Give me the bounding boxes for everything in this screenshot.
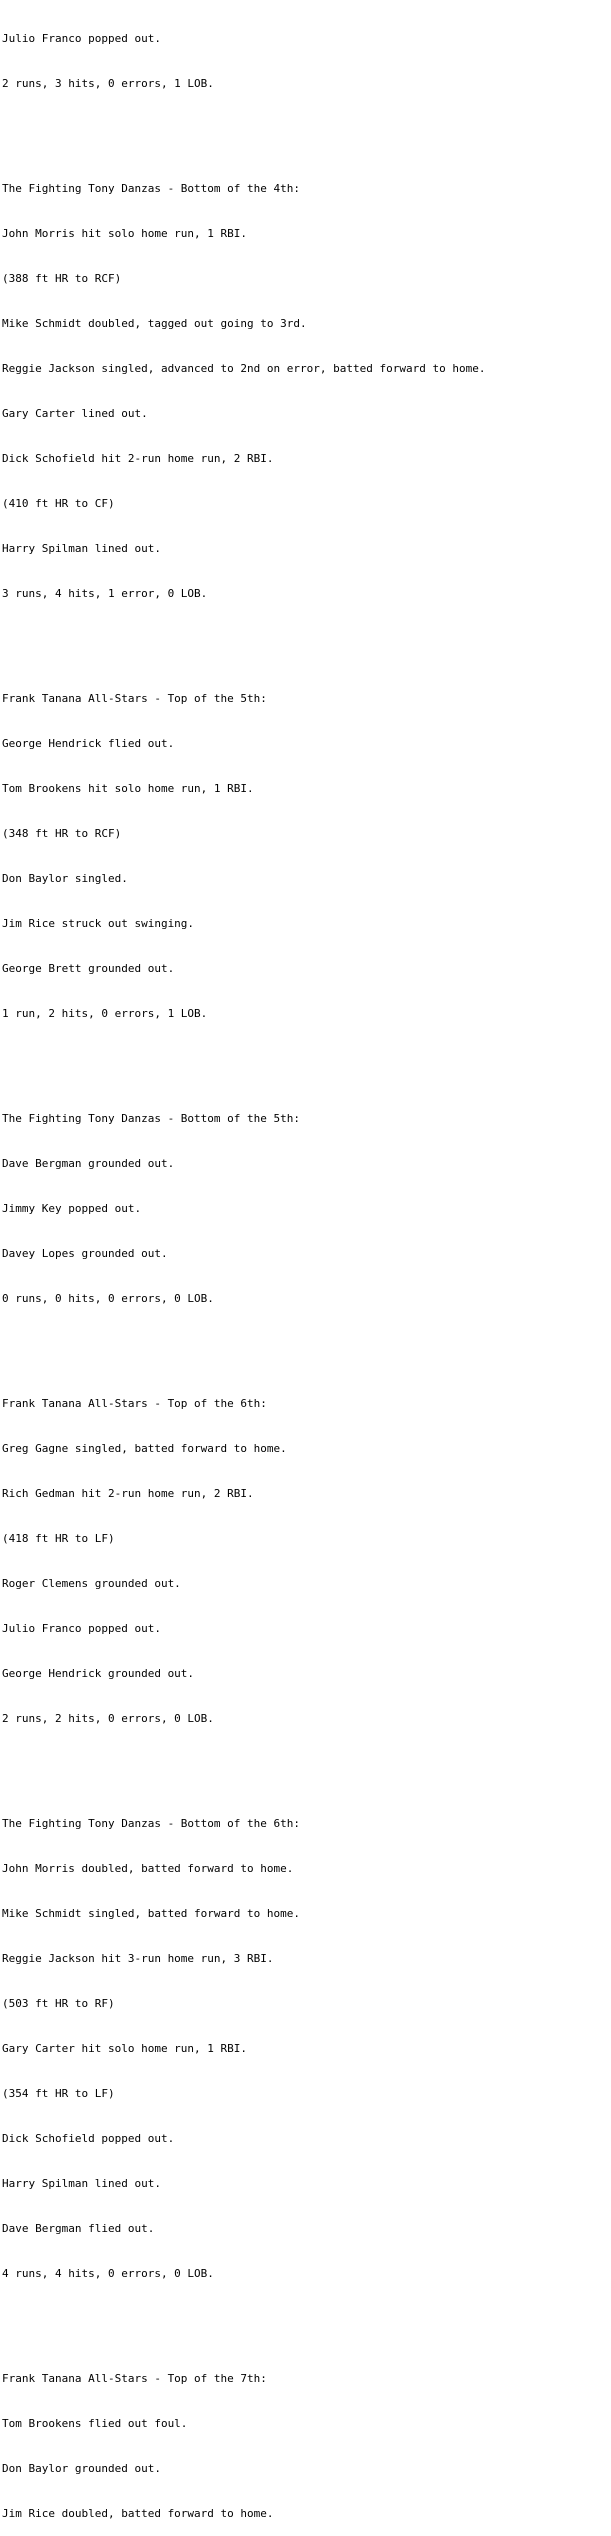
play-line: Dave Bergman flied out. <box>2 2222 155 2235</box>
inning-summary: 2 runs, 2 hits, 0 errors, 0 LOB. <box>2 1712 214 1725</box>
spacer <box>2 1051 485 1066</box>
inning-header: The Fighting Tony Danzas - Bottom of the 6th: <box>2 1817 301 1830</box>
inning-header: Frank Tanana All-Stars - Top of the 7th: <box>2 2372 267 2385</box>
spacer <box>2 2311 485 2326</box>
inning-header: Frank Tanana All-Stars - Top of the 6th: <box>2 1397 267 1410</box>
play-line: Dick Schofield hit 2-run home run, 2 RBI. <box>2 452 274 465</box>
play-line: Dave Bergman grounded out. <box>2 1157 175 1170</box>
play-line: Gary Carter hit solo home run, 1 RBI. <box>2 2042 248 2055</box>
play-line: George Brett grounded out. <box>2 962 175 975</box>
inning-header: The Fighting Tony Danzas - Bottom of the 5th: <box>2 1112 301 1125</box>
play-line: Dick Schofield popped out. <box>2 2132 175 2145</box>
inning-header: Frank Tanana All-Stars - Top of the 5th: <box>2 692 267 705</box>
play-line: Tom Brookens flied out foul. <box>2 2417 188 2430</box>
play-line: Harry Spilman lined out. <box>2 2177 161 2190</box>
home-run-distance: (388 ft HR to RCF) <box>2 272 122 285</box>
play-line: Julio Franco popped out. <box>2 1622 161 1635</box>
play-line: John Morris doubled, batted forward to home. <box>2 1862 294 1875</box>
play-line: John Morris hit solo home run, 1 RBI. <box>2 227 248 240</box>
play-line: Jim Rice doubled, batted forward to home. <box>2 2507 274 2520</box>
spacer <box>2 1756 485 1771</box>
play-line: Davey Lopes grounded out. <box>2 1247 168 1260</box>
play-line: Gary Carter lined out. <box>2 407 148 420</box>
play-line: Don Baylor grounded out. <box>2 2462 161 2475</box>
home-run-distance: (410 ft HR to CF) <box>2 497 115 510</box>
play-line: Roger Clemens grounded out. <box>2 1577 181 1590</box>
play-line: Julio Franco popped out. <box>2 32 161 45</box>
play-line: Reggie Jackson singled, advanced to 2nd on error, batted forward to home. <box>2 362 486 375</box>
spacer <box>2 121 485 136</box>
play-line: Jim Rice struck out swinging. <box>2 917 195 930</box>
play-line: Jimmy Key popped out. <box>2 1202 142 1215</box>
inning-summary: 2 runs, 3 hits, 0 errors, 1 LOB. <box>2 77 214 90</box>
play-line: Rich Gedman hit 2-run home run, 2 RBI. <box>2 1487 254 1500</box>
play-line: George Hendrick flied out. <box>2 737 175 750</box>
play-line: Greg Gagne singled, batted forward to home. <box>2 1442 287 1455</box>
play-line: Don Baylor singled. <box>2 872 128 885</box>
inning-header: The Fighting Tony Danzas - Bottom of the 4th: <box>2 182 301 195</box>
home-run-distance: (503 ft HR to RF) <box>2 1997 115 2010</box>
play-line: Mike Schmidt doubled, tagged out going to 3rd. <box>2 317 307 330</box>
play-by-play-log <box>2 1 485 2536</box>
home-run-distance: (418 ft HR to LF) <box>2 1532 115 1545</box>
spacer <box>2 631 485 646</box>
inning-summary: 1 run, 2 hits, 0 errors, 1 LOB. <box>2 1007 208 1020</box>
play-line: Mike Schmidt singled, batted forward to home. <box>2 1907 301 1920</box>
inning-summary: 4 runs, 4 hits, 0 errors, 0 LOB. <box>2 2267 214 2280</box>
inning-summary: 3 runs, 4 hits, 1 error, 0 LOB. <box>2 587 208 600</box>
play-line: Reggie Jackson hit 3-run home run, 3 RBI. <box>2 1952 274 1965</box>
home-run-distance: (348 ft HR to RCF) <box>2 827 122 840</box>
play-line: Tom Brookens hit solo home run, 1 RBI. <box>2 782 254 795</box>
spacer <box>2 1336 485 1351</box>
inning-summary: 0 runs, 0 hits, 0 errors, 0 LOB. <box>2 1292 214 1305</box>
play-line: Harry Spilman lined out. <box>2 542 161 555</box>
play-line: George Hendrick grounded out. <box>2 1667 195 1680</box>
home-run-distance: (354 ft HR to LF) <box>2 2087 115 2100</box>
